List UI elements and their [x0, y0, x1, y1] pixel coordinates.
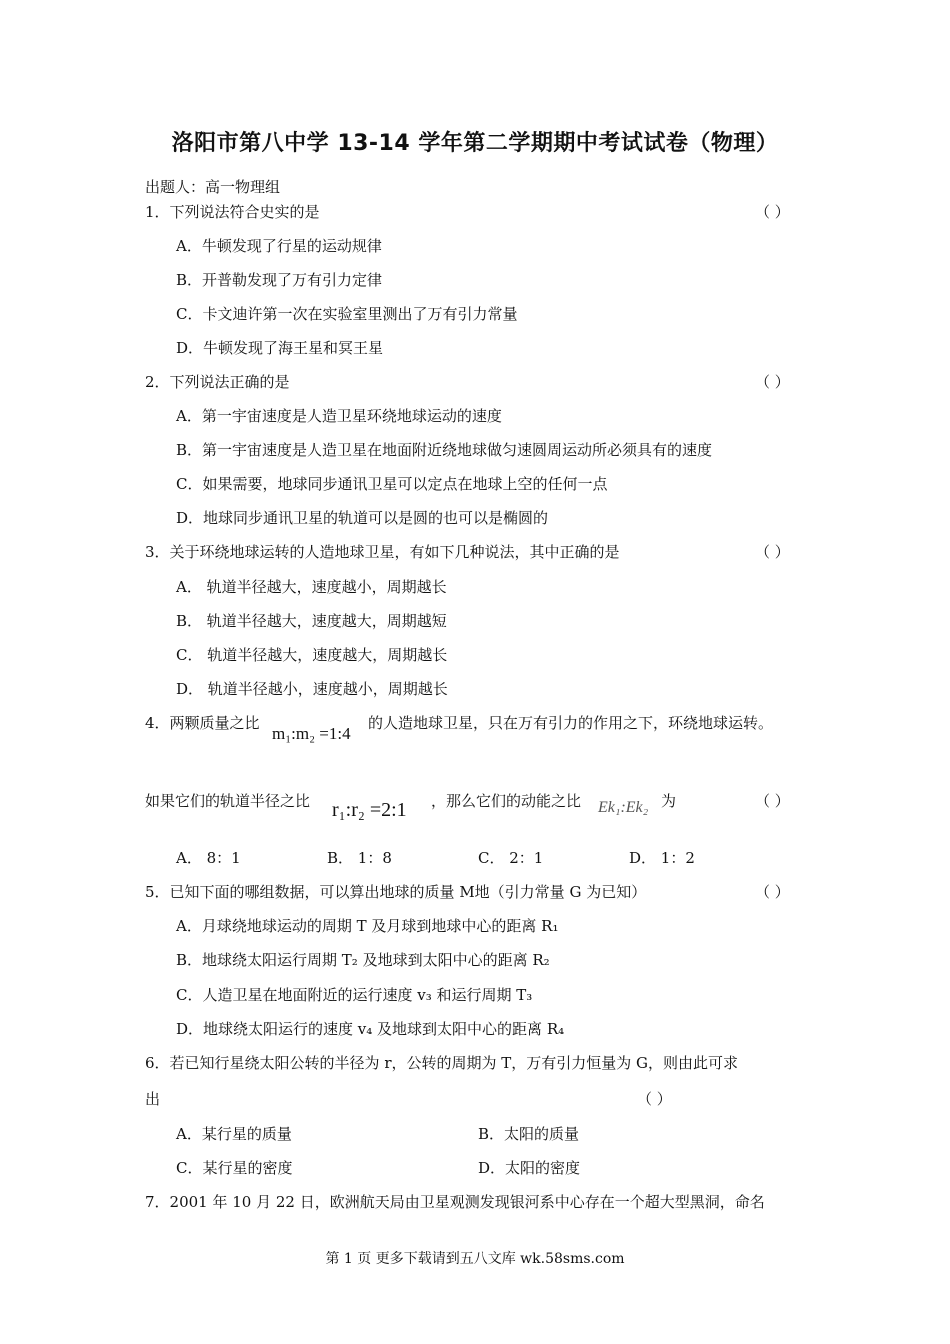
author-line: 出题人：高一物理组 — [145, 178, 281, 196]
q7-stem: 7．2001 年 10 月 22 日，欧洲航天局由卫星观测发现银河系中心存在一个超大型黑洞，命名 — [145, 1193, 765, 1211]
q3-answer-paren: （ ） — [755, 543, 790, 561]
q1-option-a: A．牛顿发现了行星的运动规律 — [176, 237, 382, 255]
q4-option-d: D． 1：2 — [629, 849, 695, 867]
q4-stem-part1: 4．两颗质量之比 — [145, 714, 260, 732]
q4-option-c: C． 2：1 — [478, 849, 544, 867]
page-title: 洛阳市第八中学 13-14 学年第二学期期中考试试卷（物理） — [171, 131, 779, 156]
q1-stem: 1．下列说法符合史实的是 — [145, 203, 320, 221]
q6-option-d: D．太阳的密度 — [478, 1159, 581, 1177]
q6-answer-paren: （ ） — [637, 1090, 672, 1108]
q2-answer-paren: （ ） — [755, 373, 790, 391]
q2-option-a: A．第一宇宙速度是人造卫星环绕地球运动的速度 — [176, 407, 502, 425]
q1-option-b: B．开普勒发现了万有引力定律 — [176, 271, 383, 289]
q4-stem-part5: 为 — [661, 792, 677, 810]
q6-stem-continued: 出 — [145, 1090, 161, 1108]
q4-stem-part3: 如果它们的轨道半径之比 — [145, 792, 311, 810]
q3-option-c: C． 轨道半径越大，速度越大，周期越长 — [176, 646, 448, 664]
q4-answer-paren: （ ） — [755, 792, 790, 810]
q4-stem-part2: 的人造地球卫星，只在万有引力的作用之下，环绕地球运转。 — [368, 714, 774, 732]
q5-stem: 5．已知下面的哪组数据，可以算出地球的质量 M地（引力常量 G 为已知） — [145, 883, 647, 901]
q3-option-a: A． 轨道半径越大，速度越小，周期越长 — [176, 578, 447, 596]
q1-option-d: D．牛顿发现了海王星和冥王星 — [176, 339, 384, 357]
q5-option-a: A．月球绕地球运动的周期 T 及月球到地球中心的距离 R₁ — [176, 917, 559, 935]
q4-option-b: B． 1：8 — [327, 849, 392, 867]
q3-option-b: B． 轨道半径越大，速度越大，周期越短 — [176, 612, 447, 630]
q5-option-b: B．地球绕太阳运行周期 T₂ 及地球到太阳中心的距离 R₂ — [176, 951, 550, 969]
q1-option-c: C．卡文迪许第一次在实验室里测出了万有引力常量 — [176, 305, 518, 323]
q4-kinetic-energy-ratio: Ek₁:Ek₂ — [598, 799, 649, 816]
q5-option-c: C．人造卫星在地面附近的运行速度 v₃ 和运行周期 T₃ — [176, 986, 533, 1004]
q2-option-c: C．如果需要，地球同步通讯卫星可以定点在地球上空的任何一点 — [176, 475, 608, 493]
q6-option-c: C．某行星的密度 — [176, 1159, 293, 1177]
q3-stem: 3．关于环绕地球运转的人造地球卫星，有如下几种说法，其中正确的是 — [145, 543, 620, 561]
page-footer: 第 1 页 更多下载请到五八文库 wk.58sms.com — [325, 1251, 625, 1267]
q6-option-a: A．某行星的质量 — [176, 1125, 292, 1143]
q5-option-d: D．地球绕太阳运行的速度 v₄ 及地球到太阳中心的距离 R₄ — [176, 1020, 565, 1038]
q4-mass-ratio-formula: m₁:m₂ =1:4 — [272, 724, 351, 743]
q4-stem-part4: ，那么它们的动能之比 — [431, 792, 582, 810]
q2-option-b: B．第一宇宙速度是人造卫星在地面附近绕地球做匀速圆周运动所必须具有的速度 — [176, 441, 713, 459]
q4-option-a: A． 8：1 — [176, 849, 241, 867]
q6-option-b: B．太阳的质量 — [478, 1125, 580, 1143]
q2-stem: 2．下列说法正确的是 — [145, 373, 290, 391]
q3-option-d: D． 轨道半径越小，速度越小，周期越长 — [176, 680, 448, 698]
q4-radius-ratio-formula: r₁:r₂ =2:1 — [332, 799, 407, 821]
q5-answer-paren: （ ） — [755, 883, 790, 901]
q1-answer-paren: （ ） — [755, 203, 790, 221]
q2-option-d: D．地球同步通讯卫星的轨道可以是圆的也可以是椭圆的 — [176, 509, 549, 527]
q6-stem: 6．若已知行星绕太阳公转的半径为 r，公转的周期为 T，万有引力恒量为 G，则由此可求 — [145, 1054, 739, 1072]
